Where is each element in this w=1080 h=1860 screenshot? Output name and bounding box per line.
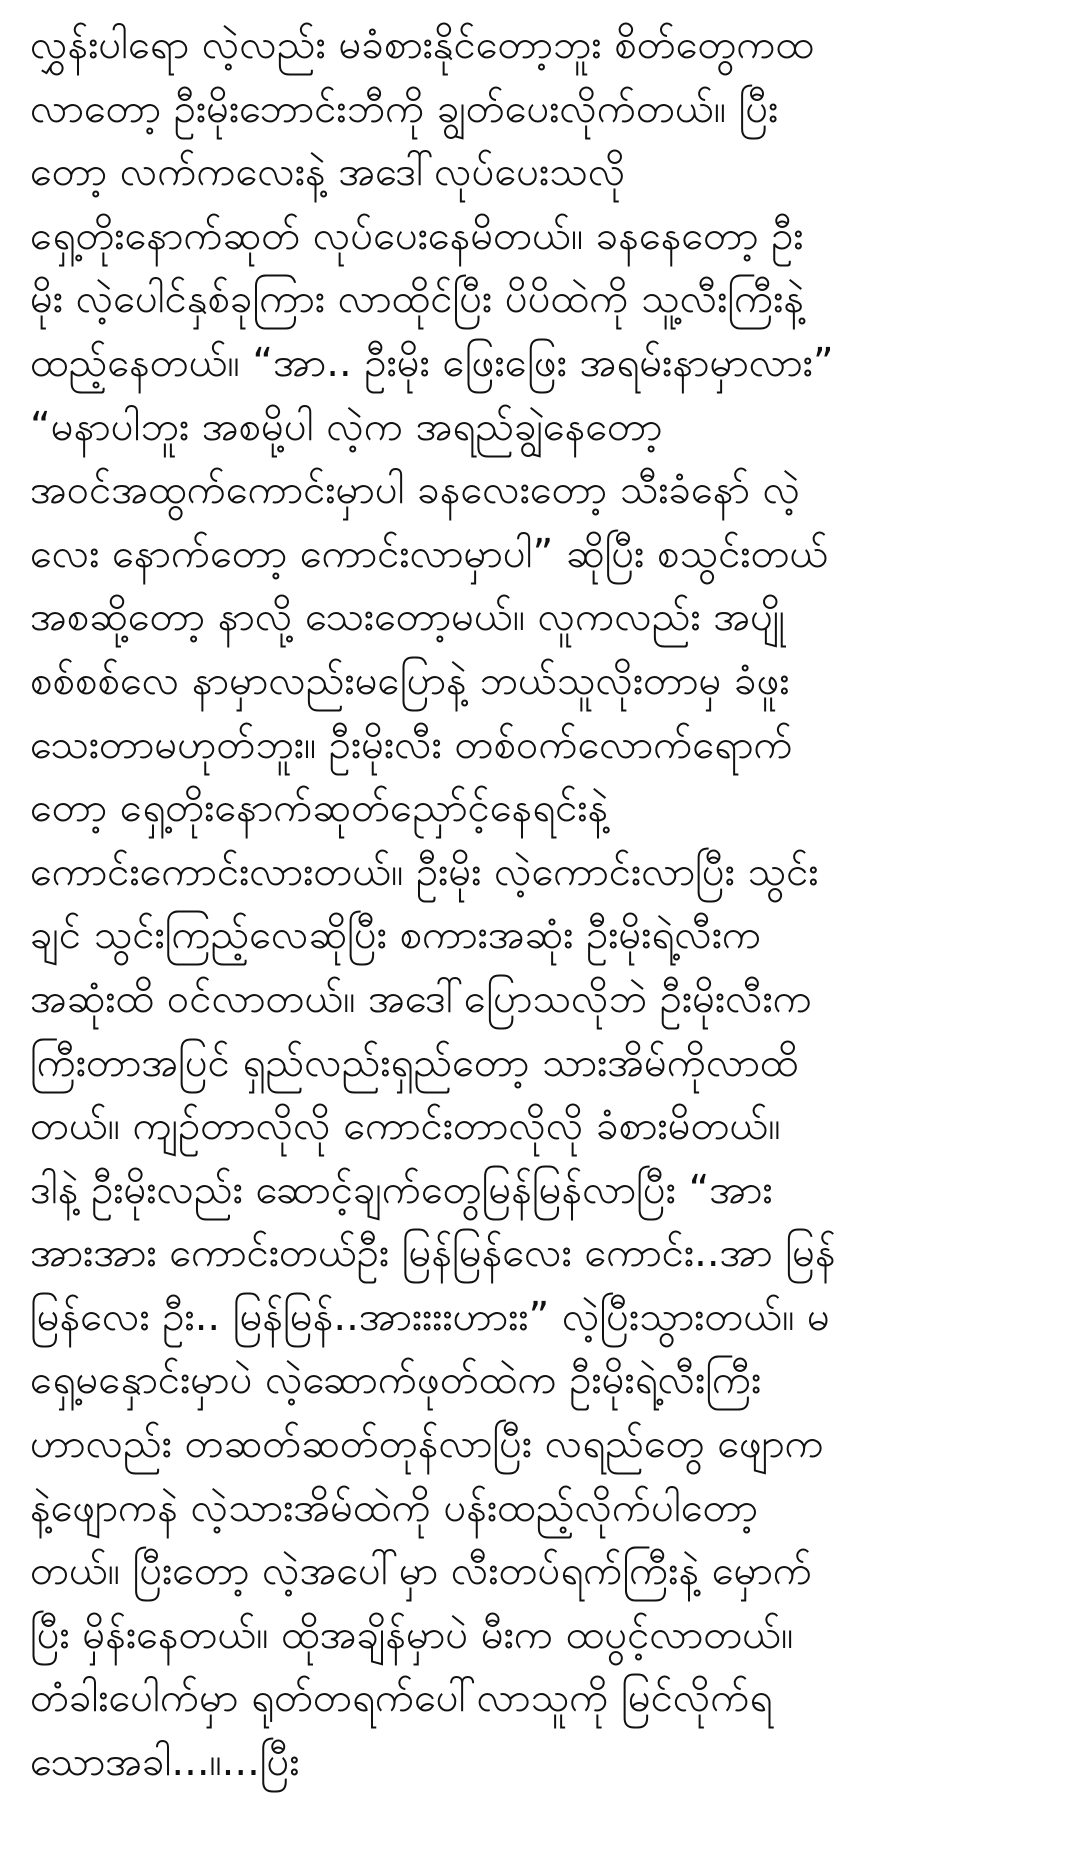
text-line: လေး နောက်တော့ ကောင်းလာမှာပါ” ဆိုပြီး စသွင်းတယ် xyxy=(30,530,829,577)
text-line: တံခါးပေါက်မှာ ရုတ်တရက်ပေါ်လာသူကို မြင်လိုက်ရ xyxy=(30,1675,773,1722)
text-line: တယ်။ ကျဉ်တာလိုလို ကောင်းတာလိုလို ခံစားမိတယ်။ xyxy=(30,1103,781,1150)
text-line: အစဆို့တော့ နာလို့ သေးတော့မယ်။ လူကလည်း အပျို xyxy=(30,594,785,641)
text-line: လာတော့ ဦးမိုးဘောင်းဘီကို ချွတ်ပေးလိုက်တယ်။ ပြီး xyxy=(30,85,779,132)
text-line: အဝင်အထွက်ကောင်းမှာပါ ခနလေးတော့ သီးခံနော် လဲ့ xyxy=(30,467,801,514)
text-line: “မနာပါဘူး အစမို့ပါ လဲ့က အရည်ချွဲနေတော့ xyxy=(30,403,663,450)
text-line: တော့ ရှေ့တိုးနောက်ဆုတ်ညှော်င့်နေရင်းနဲ့ xyxy=(30,785,609,832)
text-line: သောအခါ...။...ပြီး xyxy=(30,1739,300,1786)
text-line: ဒါနဲ့ ဦးမိုးလည်း ဆောင့်ချက်တွေမြန်မြန်လာပြီး “အား xyxy=(30,1166,773,1213)
text-line: တော့ လက်ကလေးနဲ့ အဒေါ်လုပ်ပေးသလို xyxy=(30,149,626,196)
text-line: ကြီးတာအပြင် ရှည်လည်းရှည်တော့ သားအိမ်ကိုလာထိ xyxy=(30,1039,799,1086)
text-line: နဲ့ဖျောကနဲ လဲ့သားအိမ်ထဲကို ပန်းထည့်လိုက်ပါတော့ xyxy=(30,1484,758,1531)
text-line: မိုး လဲ့ပေါင်နှစ်ခုကြား လာထိုင်ပြီး ပိပိထဲကို သူ့လီးကြီးနဲ့ xyxy=(30,276,805,323)
text-line: ပြီး မှိန်းနေတယ်။ ထိုအချိန်မှာပဲ မီးက ထပွင့်လာတယ်။ xyxy=(30,1611,794,1658)
story-text xyxy=(30,14,1060,1795)
text-line: ရှေ့မနှောင်းမှာပဲ လဲ့ဆောက်ဖုတ်ထဲက ဦးမိုးရဲ့လီးကြီး xyxy=(30,1357,762,1404)
text-line: မြန်လေး ဦး.. မြန်မြန်..အားးးးဟားး” လဲ့ပြီးသွားတယ်။ မ xyxy=(30,1293,830,1340)
text-line: ချင် သွင်းကြည့်လေဆိုပြီး စကားအဆုံး ဦးမိုးရဲ့လီးက xyxy=(30,912,762,959)
text-line: အဆုံးထိ ဝင်လာတယ်။ အဒေါ်ပြောသလိုဘဲ ဦးမိုးလီးက xyxy=(30,975,812,1022)
text-line: ဟာလည်း တဆတ်ဆတ်တုန်လာပြီး လရည်တွေ ဖျောက xyxy=(30,1421,824,1468)
text-line: ကောင်းကောင်းလားတယ်။ ဦးမိုး လဲ့ကောင်းလာပြီး သွင်း xyxy=(30,848,819,895)
text-line: ရှေ့တိုးနောက်ဆုတ် လုပ်ပေးနေမိတယ်။ ခနနေတော့ ဦး xyxy=(30,212,804,259)
text-line: စစ်စစ်လေ နာမှာလည်းမပြောနဲ့ ဘယ်သူလိုးတာမှ ခံဖူး xyxy=(30,657,790,704)
text-line: သေးတာမဟုတ်ဘူး။ ဦးမိုးလီး တစ်ဝက်လောက်ရောက် xyxy=(30,721,793,768)
text-line: တယ်။ ပြီးတော့ လဲ့အပေါ်မှာ လီးတပ်ရက်ကြီးနဲ့ မှောက် xyxy=(30,1548,813,1595)
text-line: ထည့်နေတယ်။ “အာ.. ဦးမိုး ဖြေးဖြေး အရမ်းနာမှာလား” xyxy=(30,339,834,386)
text-line: အားအား ကောင်းတယ်ဦး မြန်မြန်လေး ကောင်း..အာ မြန် xyxy=(30,1230,836,1277)
text-line: လွှန်းပါရော လဲ့လည်း မခံစားနိုင်တော့ဘူး စိတ်တွေကထ xyxy=(30,22,815,68)
